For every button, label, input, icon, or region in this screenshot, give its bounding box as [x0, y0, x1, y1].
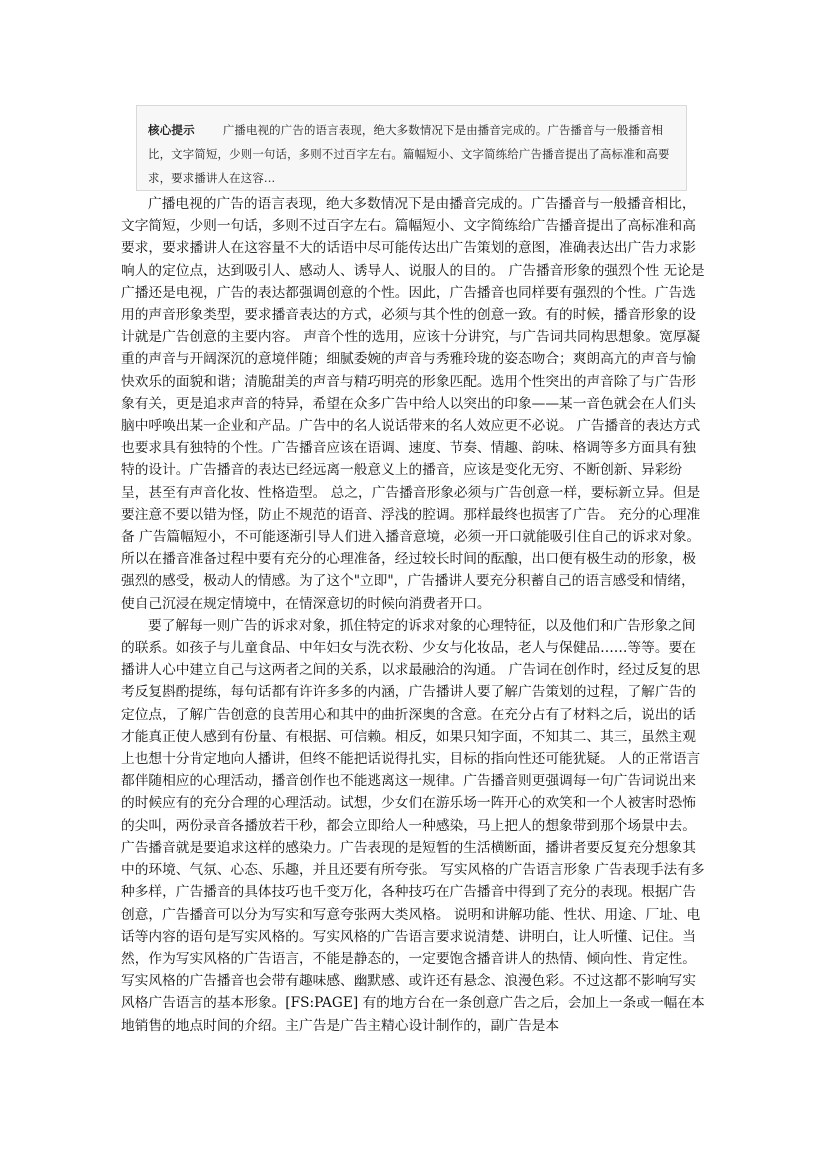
article-paragraph — [121, 615, 707, 1037]
paragraph-text: 广播电视的广告的语言表现，绝大多数情况下是由播音完成的。广告播音与一般播音相比，文字简短，少则一句话，多则不过百字左右。篇幅短小、文字简练给广告播音提出了高标准和高要求，要求播讲人在这容量不大的话语中尽可能传达出广告策划的意图，准确表达出广告力求影响人的定位点，达到吸引人、感动人、诱导人、说服人的目的。 广告播音形象的强烈个性 无论是广播还是电视，广告的表达都强调创意的个性。因此，广告播音也同样要有强烈的个性。广告选用的声音形象类型，要求播音表达的方式，必须与其个性的创意一致。有的时候，播音形象的设计就是广告创意的主要内容。 声音个性的选用，应该十分讲究，与广告词共同构思想象。宽厚凝重的声音与开阔深沉的意境伴随；细腻委婉的声音与秀雅玲珑的姿态吻合；爽朗高亢的声音与愉快欢乐的面貌和谐；清脆甜美的声音与精巧明亮的形象匹配。选用个性突出的声音除了与广告形象有关，更是追求声音的特异，希望在众多广告中给人以突出的印象——某一音色就会在人们头脑中呼唤出某一企业和产品。广告中的名人说话带来的名人效应更不必说。 广告播音的表达方式也要求具有独特的个性。广告播音应该在语调、速度、节奏、情趣、韵味、格调等多方面具有独特的设计。广告播音的表达已经远离一般意义上的播音，应该是变化无穷、不断创新、异彩纷呈，甚至有声音化妆、性格造型。 总之，广告播音形象必须与广告创意一样，要标新立异。但是要注意不要以错为怪，防止不规范的语音、浮浅的腔调。那样最终也损害了广告。 充分的心理准备 广告篇幅短小，不可能逐渐引导人们进入播音意境，必须一开口就能吸引住自己的诉求对象。所以在播音准备过程中要有充分的心理准备，经过较长时间的酝酿，出口便有极生动的形象，极强烈的感受，极动人的情感。为了这个"立即"，广告播讲人要充分积蓄自己的语言感受和情绪，使自己沉浸在规定情境中，在情深意切的时候向消费者开口。 — [121, 196, 705, 612]
summary-label: 核心提示 — [148, 123, 195, 137]
article-paragraph — [121, 193, 707, 615]
article-body — [121, 193, 707, 1037]
summary-text: 广播电视的广告的语言表现，绝大多数情况下是由播音完成的。广告播音与一般播音相比，文字简短，少则一句话，多则不过百字左右。篇幅短小、文字简练给广告播音提出了高标准和高要求，要求播讲人在这容... — [148, 123, 670, 185]
paragraph-text: 要了解每一则广告的诉求对象，抓住特定的诉求对象的心理特征，以及他们和广告形象之间的联系。如孩子与儿童食品、中年妇女与洗衣粉、少女与化妆品，老人与保健品……等等。要在播讲人心中建立自己与这两者之间的关系，以求最融洽的沟通。 广告词在创作时，经过反复的思考反复斟酌提练，每句话都有许许多多的内涵，广告播讲人要了解广告策划的过程，了解广告的定位点，了解广告创意的良苦用心和其中的曲折深奥的含意。在充分占有了材料之后，说出的话才能真正使人感到有份量、有根据、可信赖。相反，如果只知字面，不知其二、其三，虽然主观上也想十分肯定地向人播讲，但终不能把话说得扎实，目标的指向性还可能犹疑。 人的正常语言都伴随相应的心理活动，播音创作也不能逃离这一规律。广告播音则更强调每一句广告词说出来的时候应有的充分合理的心理活动。试想，少女们在游乐场一阵开心的欢笑和一个人被害时恐怖的尖叫，两份录音各播放若干秒，都会立即给人一种感染，马上把人的想象带到那个场景中去。广告播音就是要追求这样的感染力。广告表现的是短暂的生活横断面，播讲者要反复充分想象其中的环境、气氛、心态、乐趣，并且还要有所夸张。 写实风格的广告语言形象 广告表现手法有多种多样，广告播音的具体技巧也千变万化，各种技巧在广告播音中得到了充分的表现。根据广告创意，广告播音可以分为写实和写意夸张两大类风格。 说明和讲解功能、性状、用途、厂址、电话等内容的语句是写实风格的。写实风格的广告语言要求说清楚、讲明白，让人听懂、记住。当然，作为写实风格的广告语言，不能是静态的，一定要饱含播音讲人的热情、倾向性、肯定性。写实风格的广告播音也会带有趣味感、幽默感、或许还有悬念、浪漫色彩。不过这都不影响写实风格广告语言的基本形象。[FS:PAGE] 有的地方台在一条创意广告之后，会加上一条或一幅在本地销售的地点时间的介绍。主广告是广告主精心设计制作的，副广告是本 — [121, 617, 705, 1034]
summary-box — [136, 105, 687, 191]
